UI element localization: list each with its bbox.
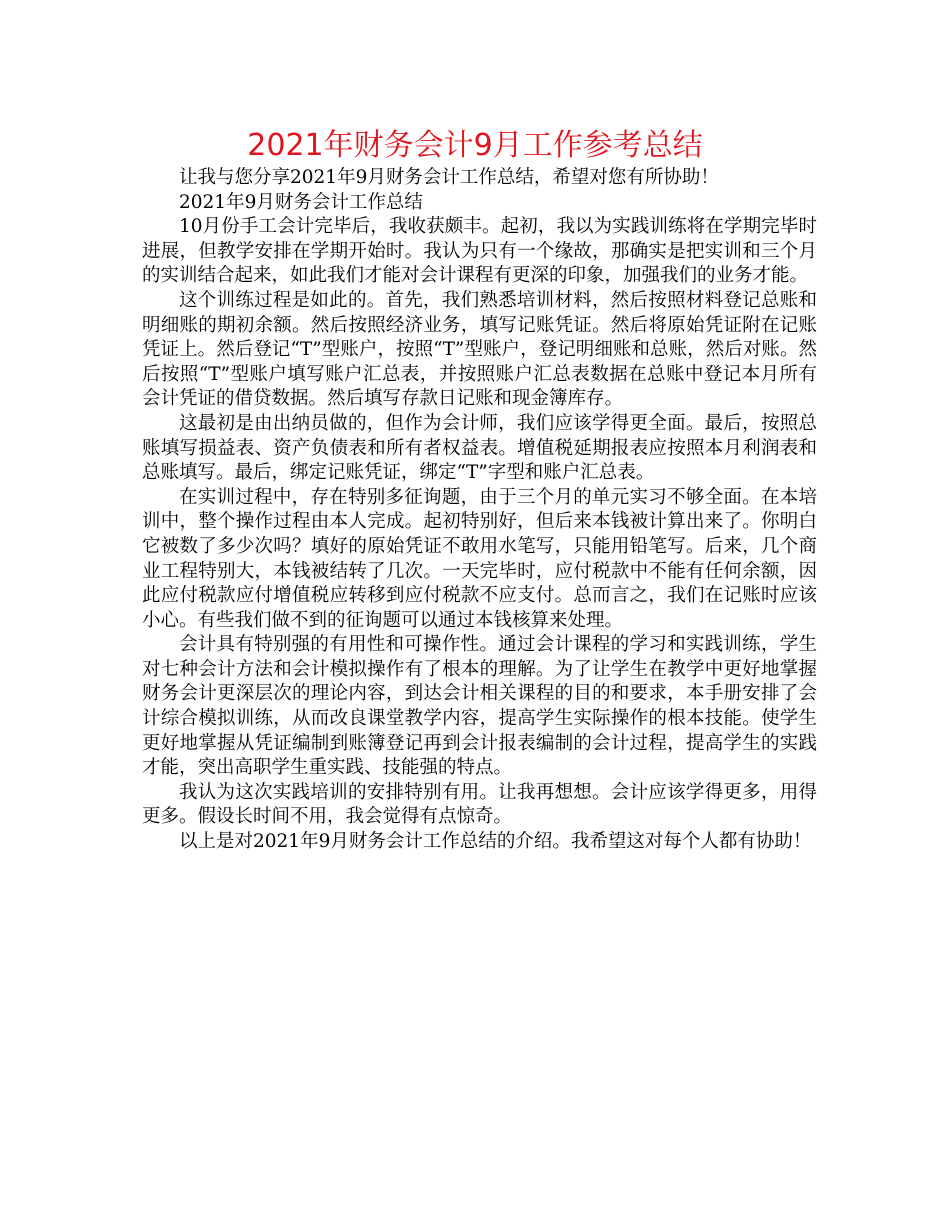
paragraph: 我认为这次实践培训的安排特别有用。让我再想想。会计应该学得更多，用得更多。假设长时间不用，我会觉得有点惊奇。 bbox=[142, 781, 817, 828]
paragraph: 在实训过程中，存在特别多征询题，由于三个月的单元实习不够全面。在本培训中，整个操作过程由本人完成。起初特别好，但后来本钱被计算出来了。你明白它被数了多少次吗？填好的原始凭证不敢用水笔写，只能用铅笔写。后来，几个商业工程特别大，本钱被结转了几次。一天完毕时，应付税款中不能有任何余额，因此应付税款应付增值税应转移到应付税款不应支付。总而言之，我们在记账时应该小心。有些我们做不到的征询题可以通过本钱核算来处理。 bbox=[142, 486, 817, 631]
document-title: 2021年财务会计9月工作参考总结 bbox=[247, 128, 703, 163]
paragraph: 这个训练过程是如此的。首先，我们熟悉培训材料，然后按照材料登记总账和明细账的期初余额。然后按照经济业务，填写记账凭证。然后将原始凭证附在记账凭证上。然后登记“T”型账户，按照“T”型账户，登记明细账和总账，然后对账。然后按照“T”型账户填写账户汇总表，并按照账户汇总表数据在总账中登记本月所有会计凭证的借贷数据。然后填写存款日记账和现金簿库存。 bbox=[142, 289, 817, 410]
paragraph-intro: 让我与您分享2021年9月财务会计工作总结，希望对您有所协助！ bbox=[179, 167, 719, 188]
paragraph-subtitle: 2021年9月财务会计工作总结 bbox=[179, 191, 423, 213]
paragraph: 10月份手工会计完毕后，我收获颇丰。起初，我以为实践训练将在学期完毕时进展，但教学安排在学期开始时。我认为只有一个缘故，那确实是把实训和三个月的实训结合起来，如此我们才能对会计课程有更深的印象，加强我们的业务才能。 bbox=[142, 216, 817, 287]
paragraph: 会计具有特别强的有用性和可操作性。通过会计课程的学习和实践训练，学生对七种会计方法和会计模拟操作有了根本的理解。为了让学生在教学中更好地掌握财务会计更深层次的理论内容，到达会计相关课程的目的和要求，本手册安排了会计综合模拟训练，从而改良课堂教学内容，提高学生实际操作的根本技能。使学生更好地掌握从凭证编制到账簿登记再到会计报表编制的会计过程，提高学生的实践才能，突出高职学生重实践、技能强的特点。 bbox=[142, 634, 817, 779]
paragraph: 这最初是由出纳员做的，但作为会计师，我们应该学得更全面。最后，按照总账填写损益表、资产负债表和所有者权益表。增值税延期报表应按照本月利润表和总账填写。最后，绑定记账凭证，绑定“T”字型和账户汇总表。 bbox=[142, 412, 817, 484]
document-body bbox=[142, 166, 817, 855]
paragraph-closing: 以上是对2021年9月财务会计工作总结的介绍。我希望这对每个人都有协助！ bbox=[179, 831, 812, 853]
